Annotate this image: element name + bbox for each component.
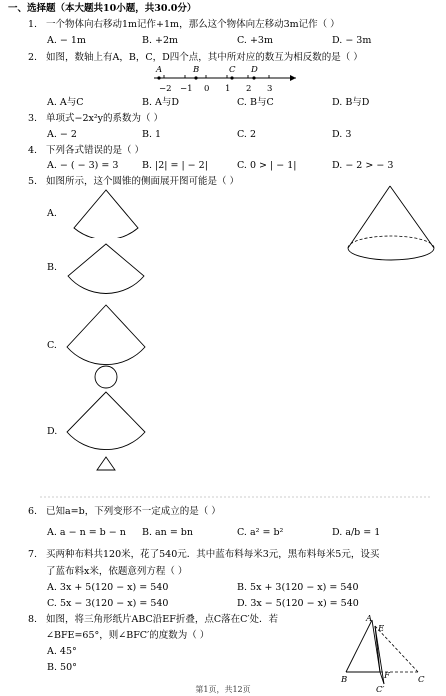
question-6-option-c: C. a² = b² [237, 527, 284, 538]
figure-label-f: F [384, 671, 390, 681]
question-7-stem: 买两种布料共120米，花了540元．其中蓝布料每米3元，黑布料每米5元，设买 [46, 549, 380, 560]
section-divider [0, 495, 446, 499]
question-7-option-b: B. 5x + 3(120 − x) = 540 [237, 582, 359, 593]
section-title: 一、选择题（本大题共10小题，共30.0分） [8, 3, 197, 14]
question-6-option-b: B. an = bn [142, 527, 194, 538]
figure-label-b: B [341, 675, 348, 685]
question-5-number: 5. [28, 176, 38, 187]
question-6-option-a: A. a − n = b − n [47, 527, 126, 538]
folded-triangle-figure [338, 612, 428, 694]
question-7-number: 7. [28, 549, 38, 560]
question-1-option-b: B. +2m [142, 35, 179, 46]
question-6-option-d: D. a/b = 1 [332, 527, 381, 538]
question-3-option-c: C. 2 [237, 129, 257, 140]
question-1-stem: 一个物体向右移动1m记作+1m，那么这个物体向左移动3m记作（ ） [46, 19, 340, 30]
axis-tick-label: 2 [246, 84, 252, 94]
question-4-option-c: C. 0 > | − 1| [237, 160, 297, 171]
question-4-option-d: D. − 2 > − 3 [332, 160, 394, 171]
option-b-sector-figure [61, 242, 151, 304]
question-2-option-c: C. B与C [237, 97, 274, 108]
question-2-option-a: A. A与C [47, 97, 84, 108]
question-1-number: 1. [28, 19, 38, 30]
question-8-stem-line2: ∠BFE=65°，则∠BFC′的度数为（ ） [46, 630, 210, 641]
question-7-stem-line2: 了蓝布料x米，依题意列方程（ ） [46, 566, 188, 577]
question-2-option-b: B. A与D [142, 97, 179, 108]
question-8-option-a: A. 45° [47, 646, 77, 657]
question-8-number: 8. [28, 614, 38, 625]
question-5-option-b: B. [47, 262, 58, 273]
question-2-number: 2. [28, 52, 38, 63]
question-3-option-b: B. 1 [142, 129, 162, 140]
axis-point-a: A [156, 65, 163, 75]
question-3-option-d: D. 3 [332, 129, 352, 140]
axis-point-b: B [193, 65, 200, 75]
question-2-option-d: D. B与D [332, 97, 370, 108]
figure-label-c: C [418, 675, 425, 685]
axis-tick-label: −2 [159, 84, 172, 94]
question-8-stem: 如图，将三角形纸片ABC沿EF折叠，点C落在C′处．若 [46, 614, 279, 625]
cone-figure [338, 182, 446, 268]
axis-tick-label: 3 [267, 84, 273, 94]
question-4-option-b: B. |2| = | − 2| [142, 160, 208, 171]
question-8-option-b: B. 50° [47, 662, 77, 673]
question-6-number: 6. [28, 506, 38, 517]
axis-point-d: D [251, 65, 258, 75]
axis-tick-label: −1 [180, 84, 193, 94]
option-c-sector-circle-figure [61, 303, 151, 391]
option-d-sector-triangle-figure [61, 390, 151, 474]
question-5-option-a: A. [47, 208, 57, 219]
question-7-option-a: A. 3x + 5(120 − x) = 540 [47, 582, 169, 593]
figure-label-a: A [366, 614, 373, 624]
question-7-option-d: D. 3x − 5(120 − x) = 540 [237, 598, 359, 609]
figure-label-c-prime: C′ [376, 685, 385, 694]
figure-label-e: E [378, 624, 385, 634]
question-1-option-d: D. − 3m [332, 35, 372, 46]
question-3-option-a: A. − 2 [47, 129, 77, 140]
axis-tick-label: 1 [225, 84, 231, 94]
question-5-option-d: D. [47, 426, 58, 437]
question-3-number: 3. [28, 113, 38, 124]
number-line-figure [150, 64, 300, 96]
question-4-option-a: A. − ( − 3) = 3 [47, 160, 119, 171]
question-5-stem: 如图所示，这个圆锥的侧面展开图可能是（ ） [46, 176, 240, 187]
axis-tick-label: 0 [204, 84, 210, 94]
question-5-option-c: C. [47, 340, 57, 351]
question-6-stem: 已知a=b，下列变形不一定成立的是（ ） [46, 506, 221, 517]
question-7-option-c: C. 5x − 3(120 − x) = 540 [47, 598, 169, 609]
option-a-sector-figure [66, 188, 146, 238]
axis-point-c: C [229, 65, 236, 75]
question-4-number: 4. [28, 145, 38, 156]
question-4-stem: 下列各式错误的是（ ） [46, 145, 145, 156]
question-1-option-a: A. − 1m [47, 35, 86, 46]
page-footer: 第1页，共12页 [195, 685, 251, 694]
question-3-stem: 单项式−2x²y的系数为（ ） [46, 113, 164, 124]
question-2-stem: 如图，数轴上有A，B，C，D四个点，其中所对应的数互为相反数的是（ ） [46, 52, 363, 63]
question-1-option-c: C. +3m [237, 35, 273, 46]
